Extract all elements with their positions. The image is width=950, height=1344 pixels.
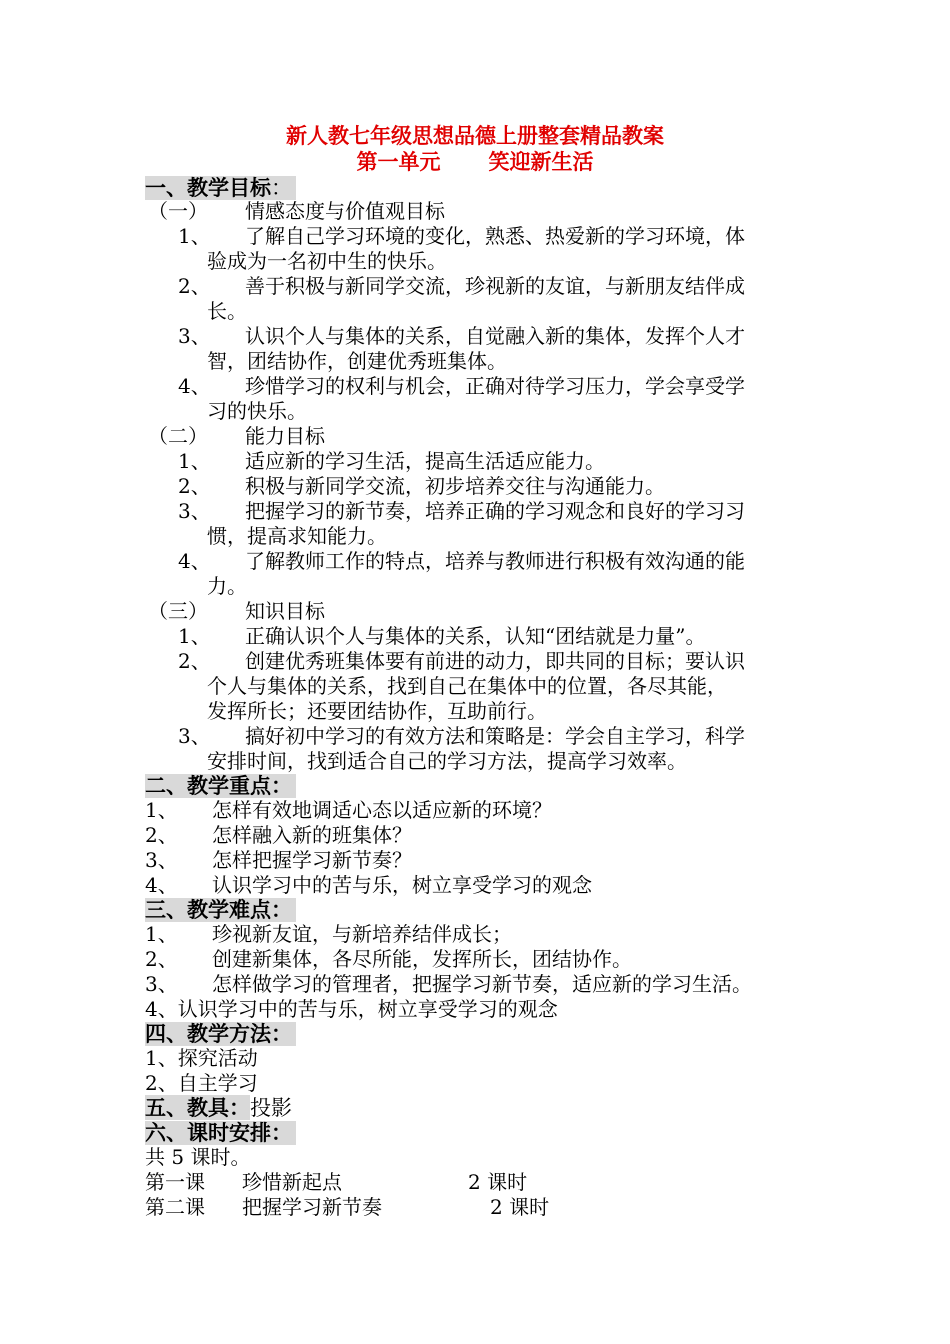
- item-text: 珍惜学习的权利与机会，正确对待学习压力，学会享受学: [245, 374, 745, 398]
- list-item: [178, 274, 745, 299]
- tools-text: 投影: [250, 1096, 292, 1120]
- goal-group-1: [148, 199, 445, 224]
- list-item: [178, 449, 605, 474]
- item-number: 2、: [145, 823, 178, 847]
- section-heading-schedule: 六、课时安排：: [145, 1121, 296, 1145]
- list-item-continuation: 安排时间，找到适合自己的学习方法，提高学习效率。: [207, 749, 687, 773]
- group-label: 知识目标: [245, 599, 325, 623]
- item-number: 1、: [178, 449, 211, 473]
- item-number: 3、: [178, 499, 211, 523]
- item-text: 怎样把握学习新节奏？: [212, 848, 412, 872]
- list-item: [178, 374, 745, 399]
- item-number: 1、: [178, 624, 211, 648]
- unit-number: 第一单元: [356, 149, 441, 174]
- item-text: 认识个人与集体的关系，自觉融入新的集体，发挥个人才: [245, 324, 745, 348]
- list-item-continuation: 力。: [207, 574, 247, 598]
- group-number: （三）: [148, 599, 208, 623]
- section-heading-key-points: 二、教学重点：: [145, 774, 296, 798]
- section-heading-text: 五、教具：: [145, 1095, 250, 1120]
- list-item-continuation: 长。: [207, 299, 247, 323]
- lesson-hours: 2 课时: [490, 1195, 550, 1219]
- lesson-row: [145, 1170, 527, 1195]
- lesson-name: 珍惜新起点: [242, 1170, 342, 1194]
- total-hours: 共 5 课时。: [145, 1145, 251, 1169]
- item-number: 3、: [178, 324, 211, 348]
- list-item-continuation: 个人与集体的关系，找到自己在集体中的位置，各尽其能，: [207, 674, 727, 698]
- list-item: [178, 649, 745, 674]
- item-text: 创建新集体，各尽所能，发挥所长，团结协作。: [212, 947, 632, 971]
- list-item: [145, 848, 412, 873]
- section-heading-methods: 四、教学方法：: [145, 1022, 296, 1046]
- lesson-number: 第一课: [145, 1170, 205, 1194]
- item-text: 创建优秀班集体要有前进的动力，即共同的目标；要认识: [245, 649, 745, 673]
- item-text: 怎样做学习的管理者，把握学习新节奏，适应新的学习生活。: [212, 972, 752, 996]
- lesson-hours: 2 课时: [468, 1170, 528, 1194]
- list-item: [178, 324, 745, 349]
- item-number: 1、: [178, 224, 211, 248]
- list-item: [178, 224, 745, 249]
- list-item: 1、探究活动: [145, 1046, 258, 1070]
- item-number: 1、: [145, 922, 178, 946]
- item-text: 积极与新同学交流，初步培养交往与沟通能力。: [245, 474, 665, 498]
- group-number: （一）: [148, 199, 208, 223]
- lesson-name: 把握学习新节奏: [242, 1195, 382, 1219]
- section-heading-difficulties: 三、教学难点：: [145, 898, 296, 922]
- item-number: 3、: [145, 848, 178, 872]
- list-item: [178, 549, 745, 574]
- document-title: 新人教七年级思想品德上册整套精品教案: [286, 123, 664, 148]
- lesson-number: 第二课: [145, 1195, 205, 1219]
- list-item-continuation: 智，团结协作，创建优秀班集体。: [207, 349, 507, 373]
- item-number: 2、: [178, 274, 211, 298]
- group-label: 能力目标: [245, 424, 325, 448]
- list-item: [178, 724, 745, 749]
- list-item: [145, 972, 752, 997]
- item-number: 2、: [178, 474, 211, 498]
- item-text: 适应新的学习生活，提高生活适应能力。: [245, 449, 605, 473]
- unit-title: [0, 149, 950, 175]
- section-heading-goals: [145, 176, 296, 200]
- item-number: 2、: [145, 947, 178, 971]
- item-number: 4、: [178, 549, 211, 573]
- item-text: 搞好初中学习的有效方法和策略是：学会自主学习，科学: [245, 724, 745, 748]
- list-item-continuation: 惯，提高求知能力。: [207, 524, 387, 548]
- list-item: [145, 873, 592, 898]
- item-text: 怎样融入新的班集体？: [212, 823, 412, 847]
- list-item: 4、认识学习中的苦与乐，树立享受学习的观念: [145, 997, 558, 1021]
- goal-group-2: [148, 424, 325, 449]
- item-text: 珍视新友谊，与新培养结伴成长；: [212, 922, 512, 946]
- item-text: 认识学习中的苦与乐，树立享受学习的观念: [212, 873, 592, 897]
- item-number: 1、: [145, 798, 178, 822]
- item-text: 了解教师工作的特点，培养与教师进行积极有效沟通的能: [245, 549, 745, 573]
- list-item: [178, 624, 705, 649]
- item-text: 了解自己学习环境的变化，熟悉、热爱新的学习环境，体: [245, 224, 745, 248]
- item-number: 2、: [178, 649, 211, 673]
- lesson-row: [145, 1195, 549, 1220]
- item-number: 3、: [178, 724, 211, 748]
- group-label: 情感态度与价值观目标: [245, 199, 445, 223]
- item-text: 善于积极与新同学交流，珍视新的友谊，与新朋友结伴成: [245, 274, 745, 298]
- item-number: 3、: [145, 972, 178, 996]
- item-number: 4、: [145, 873, 178, 897]
- item-text: 怎样有效地调适心态以适应新的环境？: [212, 798, 552, 822]
- list-item: 2、自主学习: [145, 1071, 258, 1095]
- list-item-continuation: 发挥所长；还要团结协作，互助前行。: [207, 699, 547, 723]
- list-item: [145, 947, 632, 972]
- list-item: [178, 499, 745, 524]
- list-item: [145, 823, 412, 848]
- group-number: （二）: [148, 424, 208, 448]
- list-item: [145, 798, 552, 823]
- unit-name: 笑迎新生活: [488, 149, 594, 174]
- goal-group-3: [148, 599, 325, 624]
- list-item: [178, 474, 665, 499]
- list-item-continuation: 习的快乐。: [207, 399, 307, 423]
- item-text: 正确认识个人与集体的关系，认知“团结就是力量”。: [245, 624, 706, 648]
- section-heading-colon: ：: [271, 176, 292, 200]
- item-text: 把握学习的新节奏，培养正确的学习观念和良好的学习习: [245, 499, 745, 523]
- section-heading-tools: [145, 1096, 296, 1120]
- list-item-continuation: 验成为一名初中生的快乐。: [207, 249, 447, 273]
- item-number: 4、: [178, 374, 211, 398]
- section-heading-text: 一、教学目标: [145, 175, 271, 200]
- list-item: [145, 922, 512, 947]
